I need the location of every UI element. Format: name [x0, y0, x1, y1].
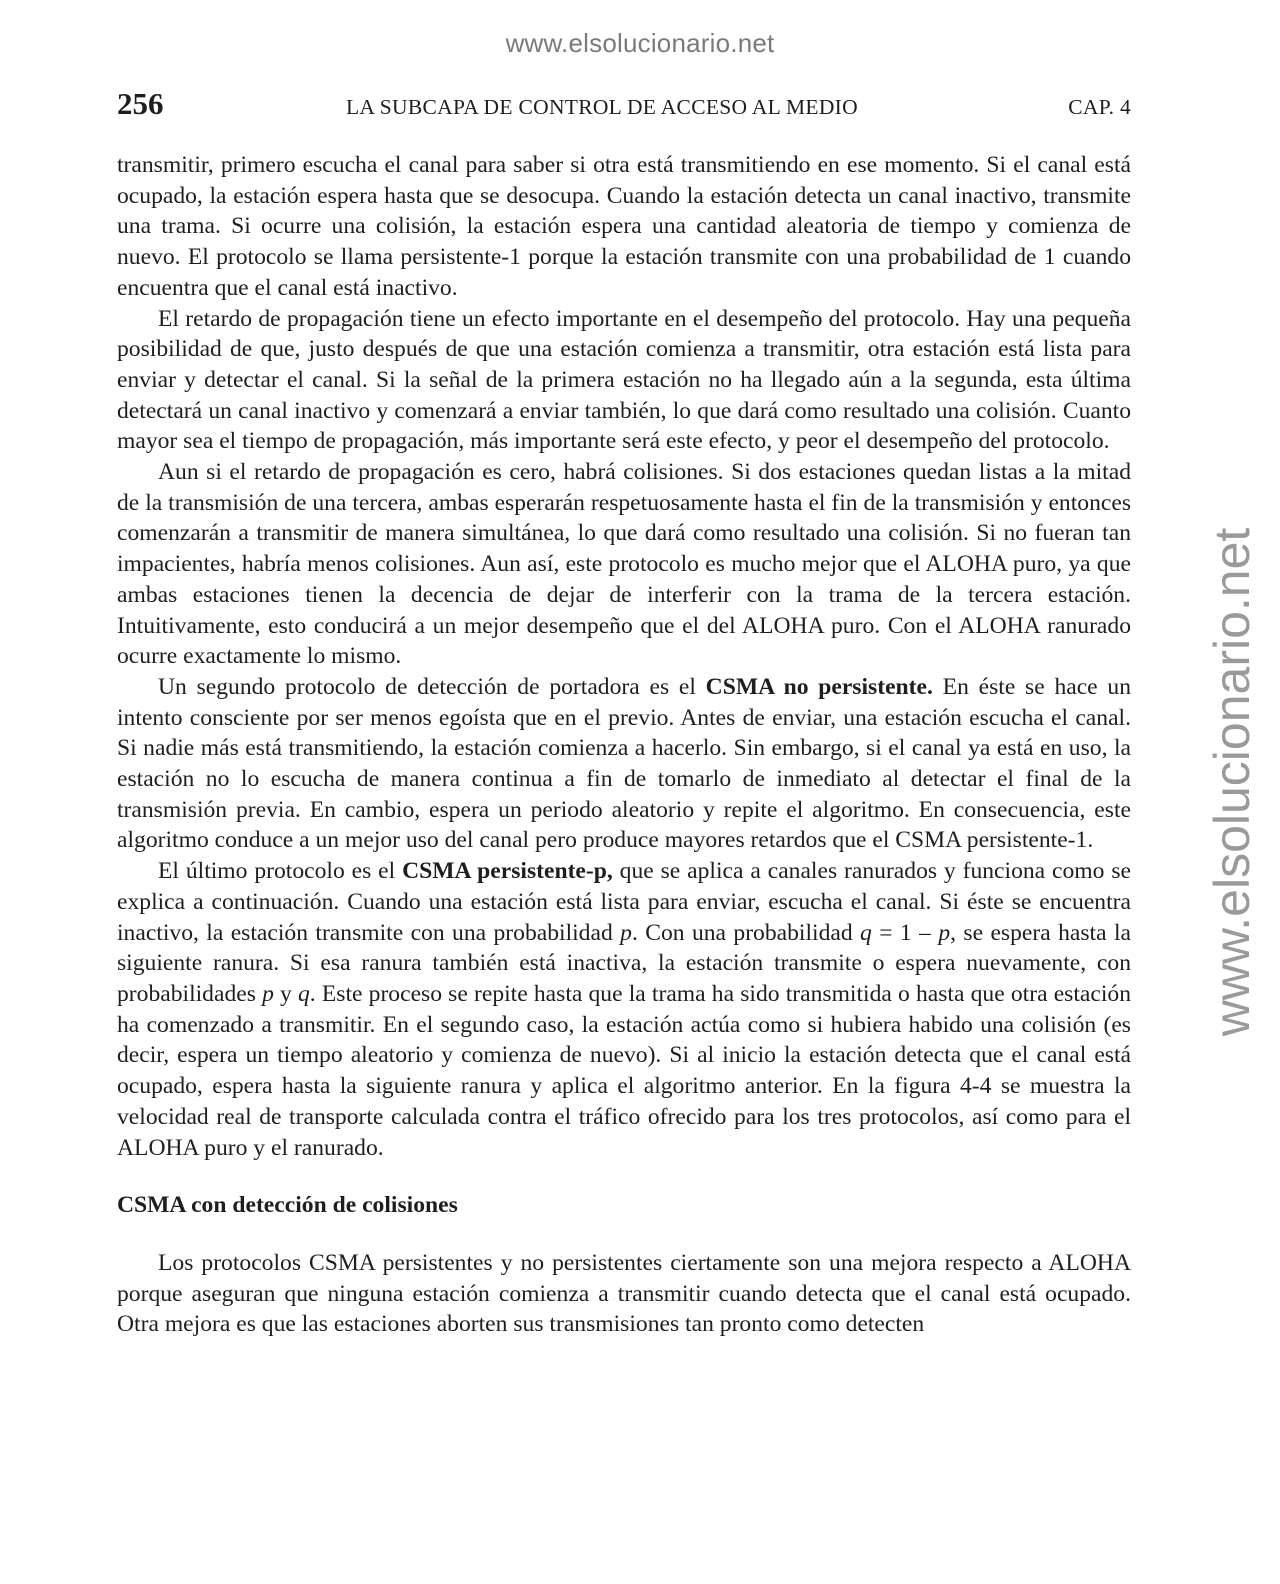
paragraph-3: Aun si el retardo de propagación es cero, habrá colisiones. Si dos estaciones quedan listas a la mitad de la transmisión de una tercera, ambas esperarán respetuosamente hasta el fin de la transmisión y entonces comenzarán a transmitir de manera simultánea, lo que dará como resultado una colisión. Si no fueran tan impacientes, habría menos colisiones. Aun así, este protocolo es mucho mejor que el ALOHA puro, ya que ambas estaciones tienen la decencia de dejar de interferir con la trama de la tercera estación. Intuitivamente, esto conducirá a un mejor desempeño que el del ALOHA puro. Con el ALOHA ranurado ocurre exactamente lo mismo.: [117, 459, 1131, 670]
paragraph-5-text-f: y: [273, 980, 298, 1007]
paragraph-5: [117, 856, 1131, 1163]
variable-q: q: [860, 919, 872, 946]
paragraph-5-text-a: El último protocolo es el: [158, 858, 403, 885]
paragraph-5-text-d: = 1 –: [871, 919, 939, 946]
page-number: 256: [117, 86, 164, 121]
chapter-label: CAP. 4: [1068, 95, 1131, 119]
paragraph-6: Los protocolos CSMA persistentes y no persistentes ciertamente son una mejora respecto a ALOHA porque aseguran que ninguna estación comienza a transmitir cuando detecta que el canal está ocupado. Otra mejora es que las estaciones aborten sus transmisiones tan pronto como detecten: [117, 1249, 1131, 1338]
paragraph-5-text-c: . Con una probabilidad: [631, 919, 861, 946]
variable-p: p: [938, 919, 951, 946]
paragraph-1: transmitir, primero escucha el canal para saber si otra está transmitiendo en ese momento. Si el canal está ocupado, la estación espera hasta que se desocupa. Cuando la estación detecta un canal inactivo, transmite una trama. Si ocurre una colisión, la estación espera una cantidad aleatoria de tiempo y comienza de nuevo. El protocolo se llama persistente-1 porque la estación transmite con una probabilidad de 1 cuando encuentra que el canal está inactivo.: [117, 152, 1131, 301]
body-text: [117, 150, 1131, 1340]
term-csma-no-persistente: CSMA no persistente.: [705, 673, 933, 700]
paragraph-4-text-a: Un segundo protocolo de detección de portadora es el: [158, 673, 706, 700]
paragraph-5-text-g: . Este proceso se repite hasta que la trama ha sido transmitida o hasta que otra estación ha comenzado a transmitir. En el segundo caso, la estación actúa como si hubiera habido una colisión (es decir, espera un tiempo aleatorio y comienza de nuevo). Si al inicio la estación detecta que el canal está ocupado, espera hasta la siguiente ranura y aplica el algoritmo anterior. En la figura 4-4 se muestra la velocidad real de transporte calculada contra el tráfico ofrecido para los tres protocolos, así como para el ALOHA puro y el ranurado.: [117, 980, 1132, 1161]
variable-p: p: [262, 980, 274, 1007]
paragraph-4: [117, 672, 1131, 856]
variable-q: q: [298, 980, 310, 1007]
paragraph-4-text-b: En éste se hace un intento consciente por ser menos egoísta que en el previo. Antes de enviar, una estación escucha el canal. Si nadie más está transmitiendo, la estación comienza a hacerlo. Sin embargo, si el canal ya está en uso, la estación no lo escucha de manera continua a fin de tomarlo de inmediato al detectar el final de la transmisión previa. En cambio, espera un periodo aleatorio y repite el algoritmo. En consecuencia, este algoritmo conduce a un mejor uso del canal pero produce mayores retardos que el CSMA persistente-1.: [117, 673, 1132, 854]
variable-p: p: [620, 919, 632, 946]
watermark-side: www.elsolucionario.net: [1204, 527, 1260, 1037]
running-title: LA SUBCAPA DE CONTROL DE ACCESO AL MEDIO: [346, 95, 858, 119]
watermark-top: www.elsolucionario.net: [505, 28, 775, 58]
paragraph-5-text-b: que se aplica a canales ranurados y funciona como se explica a continuación. Cuando una estación está lista para enviar, escucha el canal. Si éste se encuentra inactivo, la estación transmite con una probabilidad: [117, 858, 1131, 946]
term-csma-persistente-p: CSMA persistente-p,: [402, 858, 613, 885]
running-head: [117, 86, 1131, 126]
paragraph-5-text-e: , se espera hasta la siguiente ranura. Si esa ranura también está inactiva, la estación transmite o espera nuevamente, con probabilidades: [117, 919, 1131, 1007]
paragraph-2: El retardo de propagación tiene un efecto importante en el desempeño del protocolo. Hay una pequeña posibilidad de que, justo después de que una estación comienza a transmitir, otra estación está lista para enviar y detectar el canal. Si la señal de la primera estación no ha llegado aún a la segunda, esta última detectará un canal inactivo y comenzará a enviar también, lo que dará como resultado una colisión. Cuanto mayor sea el tiempo de propagación, más importante será este efecto, y peor el desempeño del protocolo.: [117, 305, 1131, 455]
section-heading: CSMA con detección de colisiones: [117, 1192, 458, 1219]
